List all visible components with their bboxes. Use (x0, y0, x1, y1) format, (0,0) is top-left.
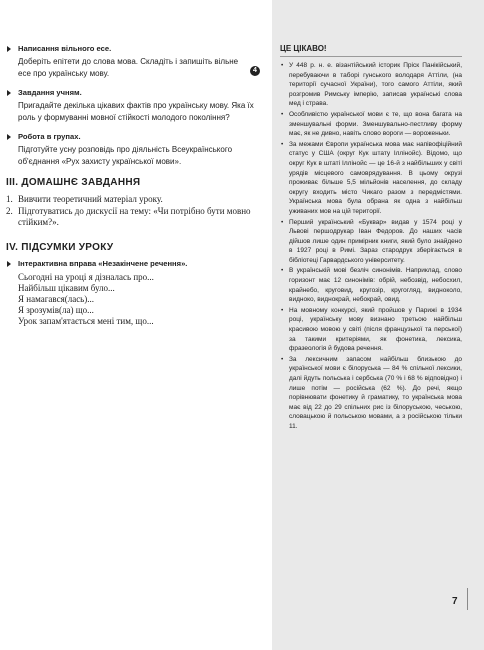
task-body: Підготуйте усну розповідь про діяльність Всеукраїнського об'єднання «Рух захисту української мови». (18, 145, 233, 166)
sentence-line: Найбільш цікавим було... (18, 283, 115, 293)
list-item: • В українській мові безліч синонімів. Наприклад, слово горизонт має 12 синонімів: обрій, небозвід, небосхил, крайнебо, круговид, кругозір, кругогляд, видноколо, видноко, виднокрай, небокрай, овид. (280, 266, 462, 304)
list-item: • Особливістю української мови є те, що вона багата на зменшувальні форми. Зменшувально-пестливу форму має, як не дивно, навіть слово вороги — вороженьки. (280, 110, 462, 139)
list-item: • На мовному конкурсі, який пройшов у Парижі в 1934 році, українську мову визнано третьою найбільш красивою мовою у світі (після французької та перської) за такими критеріями, як фонетика, лексика, фразеологія й будова речення. (280, 306, 462, 354)
sentence-line: Сьогодні на уроці я дізналась про... (18, 272, 154, 282)
task-body: Доберіть епітети до слова мова. Складіть і запишіть вільне есе про українську мову. (18, 57, 239, 78)
list-item: • За межами Європи українська мова має напівофіційний статус у США (округ Кук штату Іллінойс). Відомо, що округ Кук в штаті Іллінойс — це 16-й з найбільших у світі урядів місцевого самоврядування. В цьому окрузі проживає більше 5,5 мільйонів населення, до складу округу входить місто Чикаго разом з передмістями. Українська мова була обрана як одна з найбільш уживаних мов на цій території. (280, 140, 462, 217)
main-column (6, 44, 264, 327)
task-title: Робота в групах. (18, 132, 81, 141)
facts-list (280, 61, 462, 432)
sidebar-heading: ЦЕ ЦІКАВО! (280, 44, 462, 57)
list-item: 1. Вивчити теоретичний матеріал уроку. (6, 194, 163, 204)
number-badge: 4 (250, 66, 260, 76)
exercise-title: Інтерактивна вправа «Незакінчене речення». (18, 259, 188, 268)
task-students (6, 88, 264, 123)
list-item: 2. Підготуватись до дискусії на тему: «Чи потрібно бути мовно стійким?». (6, 206, 251, 227)
task-groups (6, 132, 264, 167)
exercise-lines (6, 272, 264, 327)
triangle-bullet-icon (7, 90, 11, 96)
list-item: • Перший український «Буквар» видав у 1574 році у Львові першодрукар Іван Федоров. До наших часів дійшов лише один примірник книги, який було знайдено в 1927 році в Римі. Зараз стародрук зберігається в бібліотеці Гарвардського університету. (280, 218, 462, 266)
list-item: • У 448 р. н. е. візантійський історик Пріск Панікійський, перебуваючи в таборі гунського володаря Аттіли, (на території сучасної України), того самого Аттіли, який розгромив Римську імперію, записав українські слова мед і страва. (280, 61, 462, 109)
homework-heading: III. ДОМАШНЄ ЗАВДАННЯ (6, 177, 141, 188)
summary-heading: IV. ПІДСУМКИ УРОКУ (6, 242, 114, 253)
triangle-bullet-icon (7, 261, 11, 267)
sentence-line: Я зрозумів(ла) що... (18, 305, 94, 315)
sentence-line: Я намагався(лась)... (18, 294, 95, 304)
task-body: Пригадайте декілька цікавих фактів про українську мову. Яка їх роль у формуванні мовної стійкості молодого покоління? (18, 101, 254, 122)
interesting-facts-panel (280, 44, 462, 433)
task-exercise (6, 259, 264, 269)
list-item: • За лексичним запасом найбільш близькою до української мови є білоруська — 84 % спільної лексики, далі йдуть польська і сербська (70 % і 68 % відповідно) і лише потім — російська (62 %). До речі, якщо порівнювати фонетику й граматику, то українська мова має від 22 до 29 спільних рис із білоруською, чеською, словацькою й польською мовами, а з російською тільки 11. (280, 355, 462, 432)
homework-list (6, 194, 264, 228)
page-number: 7 (452, 596, 458, 607)
sentence-line: Урок запам'ятається мені тим, що... (18, 316, 154, 326)
task-title: Написання вільного есе. (18, 44, 112, 53)
triangle-bullet-icon (7, 134, 11, 140)
task-title: Завдання учням. (18, 88, 82, 97)
task-essay (6, 44, 264, 79)
page-divider (467, 588, 468, 610)
triangle-bullet-icon (7, 46, 11, 52)
